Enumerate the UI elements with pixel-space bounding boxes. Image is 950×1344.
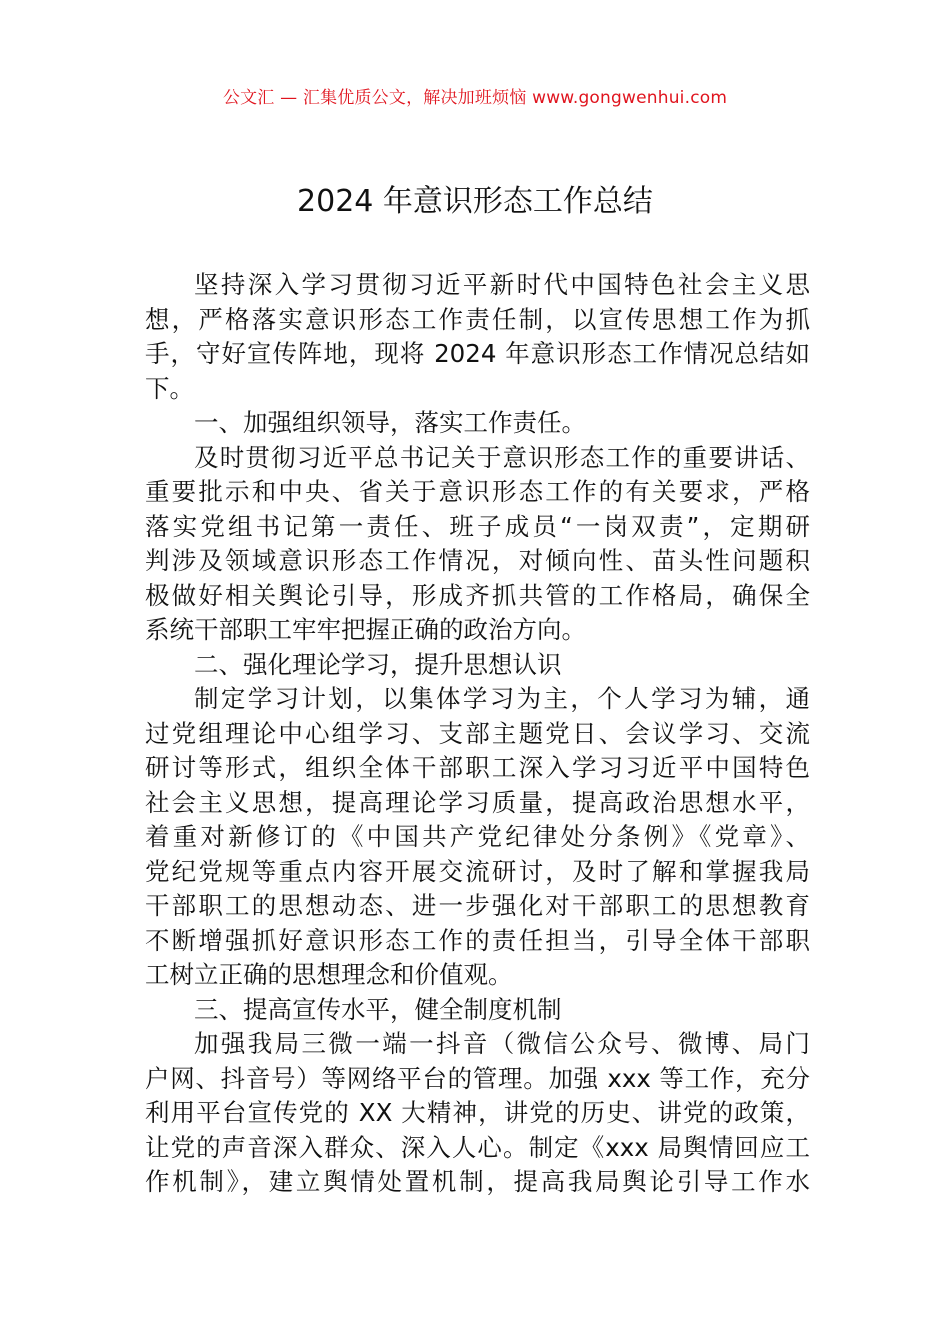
body-line: 利用平台宣传党的 XX 大精神，讲党的历史、讲党的政策， bbox=[145, 1098, 810, 1127]
body-line: 研讨等形式，组织全体干部职工深入学习习近平中国特色 bbox=[145, 753, 810, 782]
watermark-banner: 公文汇 — 汇集优质公文，解决加班烦恼 www.gongwenhui.com bbox=[222, 88, 728, 108]
body-line: 落实党组书记第一责任、班子成员“一岗双责”，定期研 bbox=[145, 511, 810, 541]
body-line: 判涉及领域意识形态工作情况，对倾向性、苗头性问题积 bbox=[145, 546, 810, 575]
body-line: 手，守好宣传阵地，现将 2024 年意识形态工作情况总结如 bbox=[145, 339, 810, 368]
body-line: 社会主义思想，提高理论学习质量，提高政治思想水平， bbox=[145, 787, 810, 817]
body-line: 户网、抖音号）等网络平台的管理。加强 xxx 等工作，充分 bbox=[145, 1063, 810, 1093]
section-heading-2: 二、强化理论学习，提升思想认识 bbox=[194, 649, 562, 679]
body-line: 过党组理论中心组学习、支部主题党日、会议学习、交流 bbox=[145, 718, 810, 748]
body-line: 加强我局三微一端一抖音（微信公众号、微博、局门 bbox=[194, 1029, 810, 1058]
body-line: 系统干部职工牢牢把握正确的政治方向。 bbox=[145, 615, 586, 644]
body-line: 及时贯彻习近平总书记关于意识形态工作的重要讲话、 bbox=[194, 442, 810, 472]
body-line: 着重对新修订的《中国共产党纪律处分条例》《党章》、 bbox=[145, 822, 810, 851]
body-line: 让党的声音深入群众、深入人心。制定《xxx 局舆情回应工 bbox=[145, 1132, 810, 1162]
section-heading-3: 三、提高宣传水平，健全制度机制 bbox=[194, 994, 562, 1024]
body-line: 重要批示和中央、省关于意识形态工作的有关要求，严格 bbox=[145, 477, 810, 506]
body-line: 坚持深入学习贯彻习近平新时代中国特色社会主义思 bbox=[194, 270, 810, 299]
document-body bbox=[145, 268, 810, 1200]
body-line: 想，严格落实意识形态工作责任制，以宣传思想工作为抓 bbox=[145, 304, 810, 334]
document-title: 2024 年意识形态工作总结 bbox=[297, 184, 653, 219]
body-line: 作机制》，建立舆情处置机制，提高我局舆论引导工作水 bbox=[145, 1167, 810, 1196]
body-line: 下。 bbox=[145, 373, 194, 403]
body-line: 极做好相关舆论引导，形成齐抓共管的工作格局，确保全 bbox=[145, 580, 810, 610]
body-line: 党纪党规等重点内容开展交流研讨，及时了解和掌握我局 bbox=[145, 856, 810, 886]
body-line: 干部职工的思想动态、进一步强化对干部职工的思想教育 bbox=[145, 891, 810, 920]
body-line: 制定学习计划，以集体学习为主，个人学习为辅，通 bbox=[194, 684, 810, 713]
body-line: 不断增强抓好意识形态工作的责任担当，引导全体干部职 bbox=[145, 925, 810, 955]
section-heading-1: 一、加强组织领导，落实工作责任。 bbox=[194, 408, 586, 437]
body-line: 工树立正确的思想理念和价值观。 bbox=[145, 960, 513, 989]
